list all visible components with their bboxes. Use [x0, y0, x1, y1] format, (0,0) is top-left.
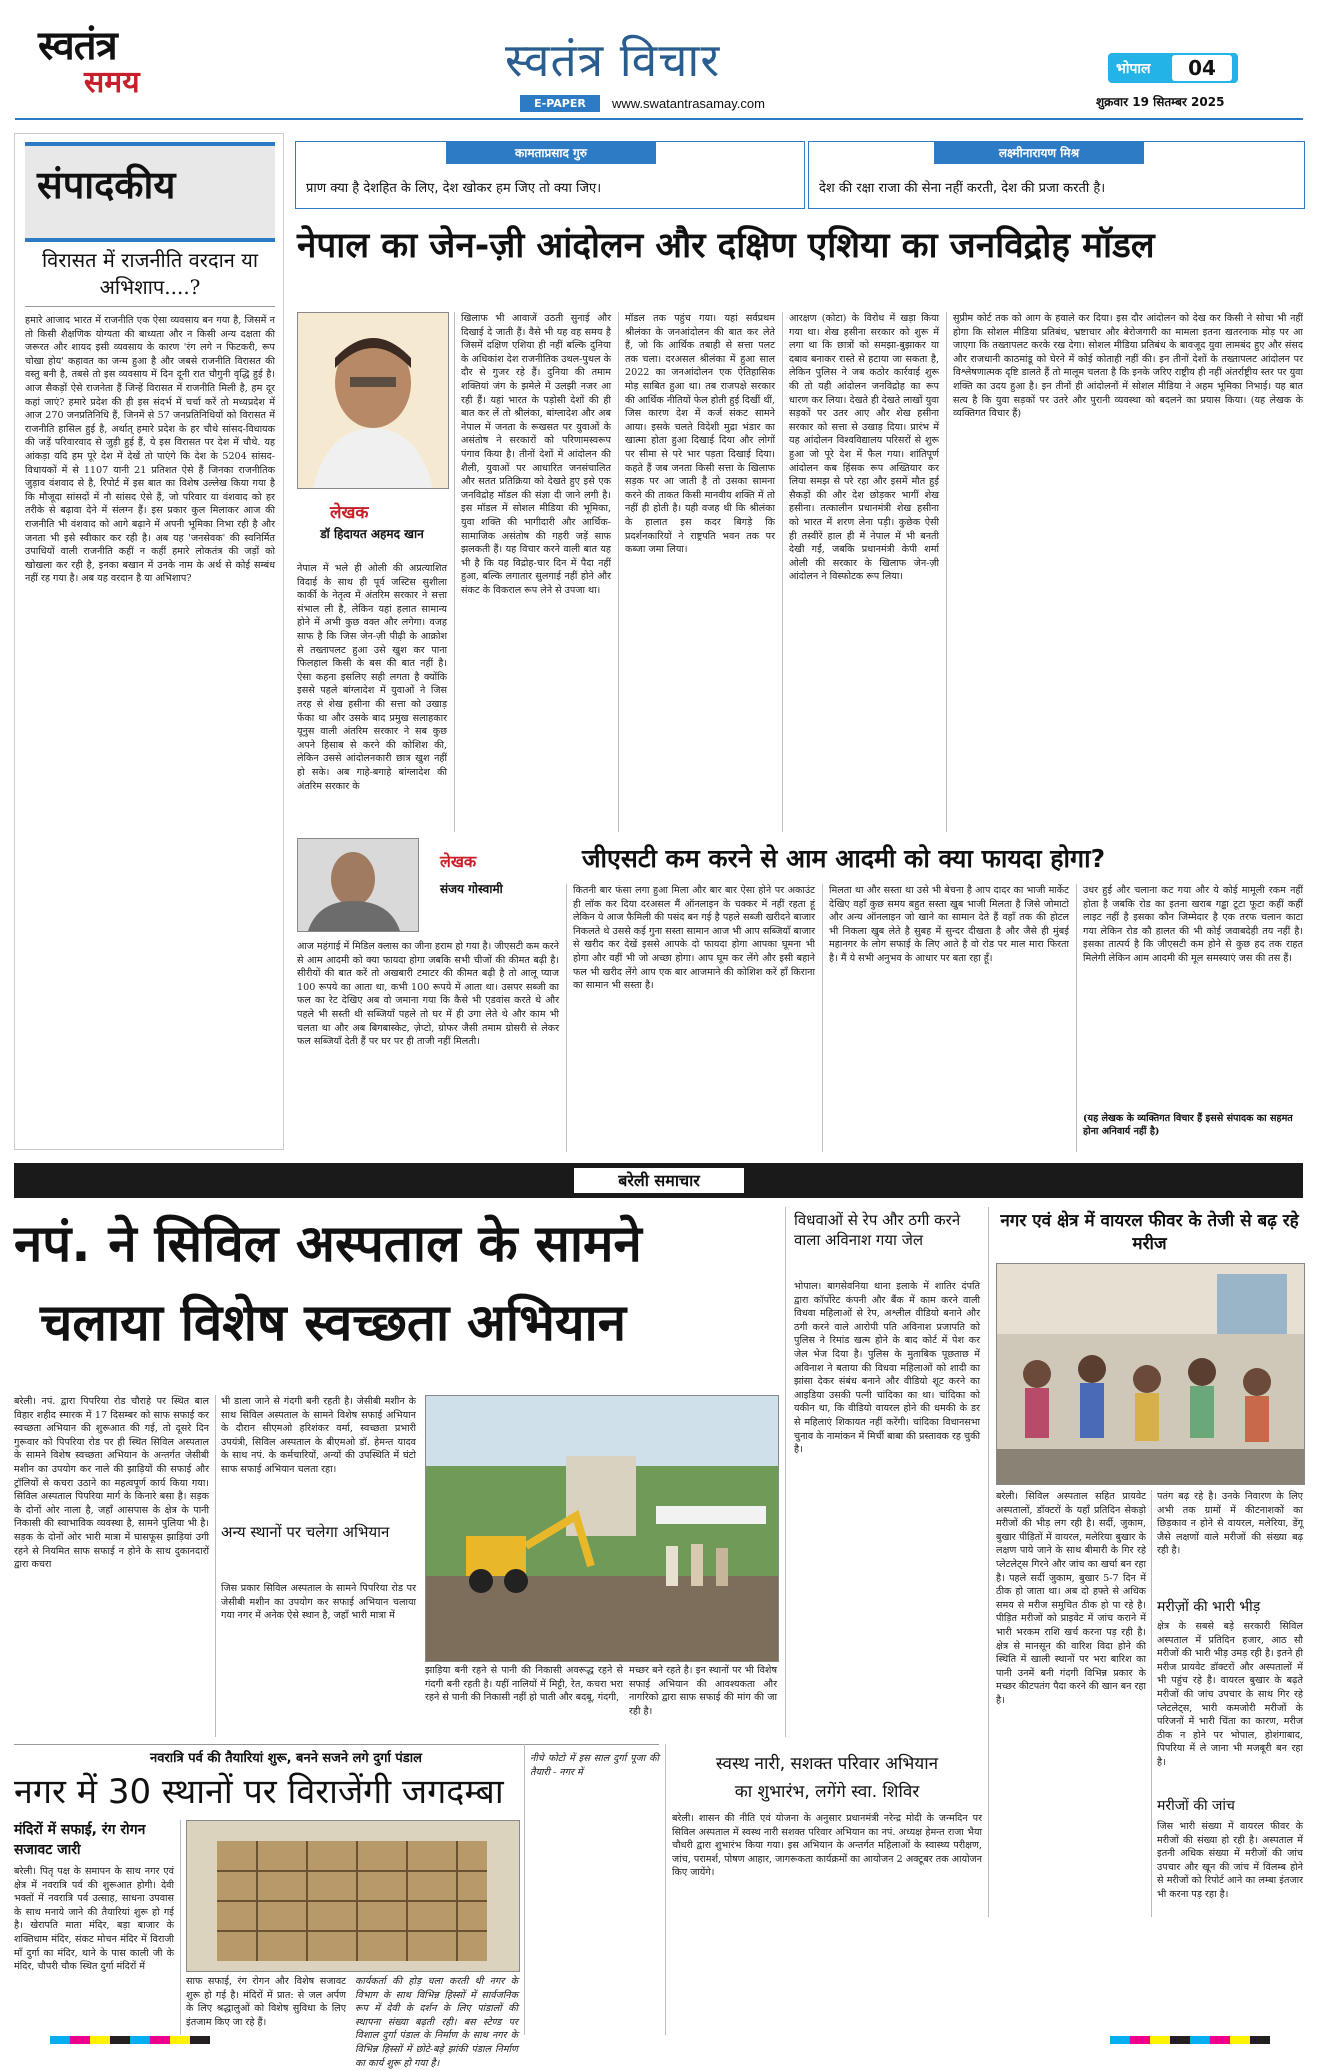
lead-headline: नेपाल का जेन-ज़ी आंदोलन और दक्षिण एशिया का जनविद्रोह मॉडल — [297, 226, 1155, 266]
page-number-box — [1108, 53, 1238, 83]
lead-byline-label: लेखक — [330, 503, 369, 523]
bareilly-banner — [14, 1163, 1303, 1198]
navratri-col-2: साफ सफाई, रंग रोगन और विशेष सजावट शुरू हो गई है। मंदिरों में प्रात: से जल अर्पण के लिए श्रद्धालुओं को विशेष सुविधा के लिए इंतजाम किए जा रहे हैं। — [186, 1976, 346, 2028]
gst-col-2: कितनी बार फंसा लगा हुआ मिला और बार बार ऐसा होने पर अकाउंट ही लॉक कर दिया दरअसल मैं ऑनलाइन के चक्कर में नहीं रहता हूं लेकिन ये आज फैमिली की पसंद बन गई है पहले सब्जी खरीदने बाजार निकलते थे उससे कई गुना सस्ता सामान आज भी आप सब्जियाँ बाजार से खरीद कर देखें इससे आपके दो फायदा होगा आपका घूमना भी होगा और वहीं भी जो अच्छा होगा। आप घूम कर लेंगे और इसी बहाने फल भी खरीद लेंगे आप एक बार आजमाने की कोशिश करें हाँ किराना का सामान भी सस्ता है। — [573, 885, 815, 992]
author-portrait-icon — [298, 313, 448, 488]
fever-col-3: क्षेत्र के सबसे बड़े सरकारी सिविल अस्पताल में प्रतिदिन हजार, आठ सौ मरीजों की भारी भीड़ उमड़ रही है। इतने ही मरीज प्रायवेट डॉक्टरों और अस्पतालों में भी पहुंच रहे है। वायरल बुखार के बढ़ते मरीजों की जांच उपचार के साथ गिर रहे प्लेटलेट्स, भारी कमजोरी मरीजों के परिजनों में भारी चिंता का कारण, मरीज ठीक न होने पर भोपाल, होशंगाबाद, पिपरिया में ले जाना भी मजबूरी बन रहा है। — [1157, 1621, 1303, 1768]
health-headline-2: का शुभारंभ, लगेंगे स्वा. शिविर — [734, 1782, 920, 1802]
pandal-photo — [186, 1820, 520, 1972]
bareilly-main-headline-2: चलाया विशेष स्वच्छता अभियान — [40, 1294, 627, 1353]
quote-text-2: देश की रक्षा राजा की सेना नहीं करती, देश की प्रजा करती है। — [819, 181, 1106, 196]
lead-col-5: सुप्रीम कोर्ट तक को आग के हवाले कर दिया। इस दौर आंदोलन को देख कर किसी ने सोचा भी नहीं होगा कि सोशल मीडिया प्रतिबंध, भ्रष्टाचार और बेरोजगारी का मामला इतना खतरनाक मोड़ पर आ जाएगा कि तख्तापलट करके रख देगा। सोशल मीडिया प्रतिबंध के बावजूद युवा लामबंद हुए और संसद और राजधानी काठमांडू को घेरने में कोई कोताही नहीं की। इन तीनों देशों के तख्तापलट आंदोलन पर विश्लेषणात्मक दृष्टि डालते हैं तो मालूम चलता है कि इनके जरिए राष्ट्रीय ही नहीं अंतर्राष्ट्रीय स्तर पर युवा शक्ति का उदय हुआ है। इन तीनों ही आंदोलनों में सोशल मीडिया ने अहम भूमिका निभाई। यह बात सत्य है कि युवा सड़कों पर उतरे और पुरानी व्यवस्था को बदलने का प्रयास किया। (यह लेखक के व्यक्तिगत विचार हैं) — [953, 313, 1303, 420]
lead-col-3: मॉडल तक पहुंच गया। यहां सर्वप्रथम श्रीलंका के जनआंदोलन की बात कर लेते हैं, जो कि आर्थिक तबाही से सत्ता पलट तक चला। दरअसल श्रीलंका में हुआ साल 2022 का जनआंदोलन एक ऐतिहासिक मोड़ साबित हुआ था। तब राजपक्षे सरकार की आर्थिक नीतियों फेल होती हुई दिखीं थीं, जिस कारण देश में कर्ज संकट सामने आया। इसके चलते विदेशी मुद्रा भंडार का खात्मा होता हुआ दिखाई दिया और लोगों पर सीमा से परे भार पड़ता दिखाई दिया। कहते हैं जब जनता किसी सत्ता के खिलाफ सड़क पर आ जाती है तो उसका सामना करने की ताकत किसी मानवीय शक्ति में तो नहीं ही होती है। यही वजह थी कि श्रीलंका के हालात इस कदर बिगड़े कि प्रदर्शनकारियों ने राष्ट्रपति भवन तक पर कब्जा जमा लिया। — [625, 313, 775, 556]
logo — [38, 24, 178, 100]
gst-byline-label: लेखक — [440, 852, 477, 871]
navratri-col-divider-2 — [524, 1744, 525, 2035]
editorial-body: हमारे आजाद भारत में राजनीति एक ऐसा व्यवसाय बन गया है, जिसमें न तो किसी शैक्षणिक योग्यता की बाध्यता और न किसी अन्य दक्षता की जरूरत और शायद इसी व्यवसाय के कारण 'रंग लगे न फिटकरी, रूप चोखा होय' कहावत का जन्म हुआ है और जबसे राजनीति विरासत की वस्तु बनी है, तबसे तो इस व्यवसाय में दिन दूनी रात चौगुनी वृद्धि हुई है। आज सैकड़ों ऐसे राजनेता हैं जिन्हें विरासत में राजनीति मिली है, हम दूर कहां जाएं? हमारे प्रदेश की ही इस संदर्भ में चर्चा करें तो मध्यप्रदेश में आज 270 जनप्रतिनिधि हैं, जिनमें से 57 जनप्रतिनिधियों को विरासत में राजनीति हासिल हुई है, अर्थात् हमारे प्रदेश के हर चौथे सांसद-विधायक की जड़ें परिवारवाद से जुड़ी हुई हैं, ये इस विरासत पर देश में चौथे. यह आंकड़ा यदि हम पूरे देश में देखें तो पाएंगे कि देश के 5204 सांसद-विधायकों में से 1107 यानी 21 प्रतिशत ऐसे हैं जिनका राजनीतिक जुड़ाव वंशवाद से है, रिपोर्ट में इस बात का विशेष उल्लेख किया गया है कि मौजूदा सांसदों में नौ सांसद ऐसे हैं, जो परिवार या वंशवाद को हर तरीके से बढ़ावा देने में संलग्न हैं। इस प्रकार कुल मिलाकर आज की राजनीति भी वंशवाद को आगे बढ़ाने में अपनी भूमिका निभा रही है और जनता भी इसे स्वीकार कर रही है। अब यह 'जनसेवक' की स्वनिर्मित उपाधियों वाली राजनीति कहीं न कहीं हमारे लोकतंत्र की जड़ों को खोखला कर रही है, इनका बखान में उनके नाम के अर्थ से कोई सम्बंध नहीं रह गया है। अब यह वरदान है या अभिशाप? — [25, 315, 275, 585]
gst-col-3: मिलता था और सस्ता था उसे भी बेचना है आप दादर का भाजी मार्केट देखिए वहाँ कुछ समय बहुत सस्ता खुब भाजी मिलता है जिसे जोमाटो और अन्य ऑनलाइन जो खाने का सामान देते हैं वहाँ तक की होटल भी निकला खुब लेते है सुबह में सुन्दर दीखता है और जैसे ही मुंबई महानगर के लोग सफाई के लिए आते है वो रोड पर माल मारा फिरता है। मैं ये सभी अनुभव के आधार पर बता रहा हूँ। — [829, 885, 1069, 964]
cleanup-photo-caption-left: झाड़िया बनी रहने से पानी की निकासी अवरूद्ध रहने से गंदगी बनी रहती है। यहीं नालियों में मिट्टी, रेत, कचरा भरा रहने से पानी की निकासी नहीं हो पाती और बदबू, गंदगी, — [425, 1665, 623, 1704]
navratri-photo-caption: नीचे फोटो में इस साल दुर्गा पूजा की तैयारी - नगर में — [530, 1753, 659, 1778]
fever-subhead-tests: मरीजों की जांच — [1157, 1798, 1235, 1814]
logo-line2: समय — [84, 65, 140, 100]
author-portrait-icon — [298, 839, 418, 931]
lead-col-1: नेपाल में भले ही ओली की अप्रत्याशित विदाई के साथ ही पूर्व जस्टिस सुशीला कार्की के नेतृत्व में अंतरिम सरकार ने सत्ता संभाल ली है, लेकिन यहां हलात सामान्य होने में अभी कुछ वक्त और लगेगा। वजह साफ है कि जिस जेन-ज़ी पीढ़ी के आक्रोश से तख्तापलट हुआ उसे खुश कर पाना फिलहाल किसी के बस की बात नहीं है। ऐसा कहना इसलिए सही लगता है क्योंकि इससे पहले बांग्लादेश में युवाओं ने जिस तरह से शेख हसीना की सत्ता को उखाड़ फेंका था और उसके बाद प्रमुख सलाहकार यूनुस वाली अंतरिम सरकार ने सब कुछ अपने हिसाब से करने की कोशिश की, लेकिन उससे आंदोलनकारी छात्र खुश नहीं हो सके। अब गाहे-बगाहे बांग्लादेश की अंतरिम सरकार के — [297, 563, 447, 792]
gst-col-divider-2 — [822, 884, 823, 1152]
navratri-headline: नगर में 30 स्थानों पर विराजेंगी जगदम्बा — [14, 1772, 504, 1812]
navratri-col-divider-1 — [180, 1820, 181, 2035]
author-photo-sanjay — [297, 838, 419, 932]
hospital-crowd-image — [997, 1264, 1304, 1484]
bareilly-main-headline-1: नपं. ने सिविल अस्पताल के सामने — [14, 1215, 642, 1274]
gst-col-4: उधर हुई और चलाना कट गया और ये कोई मामूली रकम नहीं होता है जबकि रोड का इतना खराब गड्ढा टूटा फूटा कहीं कहीं लाइट नहीं है इसका कौन जिम्मेदार है एक तरफ चलान काटा गया लेकिन रोड कौ हालत की भी कोई जवाबदेही तय नहीं है। इसका तात्पर्य है कि जीएसटी कम होने से कुछ हद तक राहत मिलेगी लेकिन आम आदमी की मूल समस्याएं जस की तस हैं। — [1083, 885, 1303, 964]
navratri-subhead: मंदिरों में सफाई, रंग रोगन सजावट जारी — [14, 1822, 146, 1858]
gst-col-divider-3 — [1076, 884, 1077, 1152]
editorial-title-rule — [25, 306, 275, 307]
pandal-construction-image — [187, 1821, 519, 1971]
logo-line1: स्वतंत्र — [38, 22, 117, 69]
page-number: 04 — [1172, 55, 1232, 81]
bareilly-main-col-1: बरेली। नपं. द्वारा पिपरिया रोड चौराहे पर स्थित बाल विहार शहीद स्मारक में 17 दिसम्बर को साफ सफाई कर स्वच्छता अभियान की शुरूआत की गई, तो दूसरे दिन गुरूवार को पिपरिया रोड पर ही स्थित सिविल अस्पताल के सामने विशेष स्वच्छता अभियान के अन्तर्गत जेसीबी मशीन का उपयोग कर नाले की झाड़ियों की सफाई और ट्रॉलियों से कचरा उठाने का महत्वपूर्ण कार्य किया गया। सिविल अस्पताल पिपरिया मार्ग के किनारे बसा है। सड़क के दोनों ओर नाला है, जहाँ आसपास के क्षेत्र के पानी निकासी की स्वाभाविक व्यवस्था है, सामने पुलिया भी है। सड़क के दोनों ओर भारी मात्रा में घासफूस झाड़ियां उगी रहने से नियमित साफ सफाई न होने के साथ दुकानदारों द्वारा कचरा — [14, 1396, 209, 1571]
gst-headline: जीएसटी कम करने से आम आदमी को क्या फायदा होगा? — [582, 844, 1106, 873]
widow-headline: विधवाओं से रेप और ठगी करने वाला अविनाश गया जेल — [794, 1211, 961, 1249]
navratri-col-1: बरेली। पितृ पक्ष के समापन के साथ नगर एवं क्षेत्र में नवरात्रि पर्व की शुरूआत होगी। देवी भक्तों में नवरात्रि पर्व उत्साह, साधना उपवास के साथ मनाये जाने की तैयारियां शुरू हो गई है। खेरापति माता मंदिर, बड़ा बाजार के शक्तिधाम मंदिर, संकट मोचन मंदिर में विराजी माँ दुर्गा का मंदिर, थाने के पास काली जी के मंदिर, चौपरी चौक स्थित दुर्गा मंदिरों में — [14, 1866, 174, 1973]
masthead-divider — [15, 118, 1303, 120]
lead-col-divider-1 — [454, 312, 455, 832]
lead-col-4: आरक्षण (कोटा) के विरोध में खड़ा किया गया था। शेख हसीना सरकार को शुरू में लगा था कि छात्रों को समझा-बुझाकर या दबाव बनाकर रास्ते से हटाया जा सकता है, लेकिन पुलिस ने जब कठोर कार्रवाई शुरू की तो यही आंदोलन जनविद्रोह का रूप धारण कर लिया। देखते ही देखते लाखों युवा सड़कों पर उतर आए और शेख हसीना सरकार को सत्ता से उखाड़ दिया। प्रारंभ में यह आंदोलन विश्वविद्यालय परिसरों से शुरू हुआ जो पूरे देश में फैल गया। शांतिपूर्ण आंदोलन कब हिंसक रूप अख्तियार कर लिया समझ से परे रहा और इसमें मौत हुई सैकड़ों की और देश छोड़कर भागीं शेख हसीना। तत्कालीन प्रधानमंत्री शेख हसीना को भारत में शरण लेना पड़ी। कुछेक ऐसी ही तस्वीरें हाल ही में नेपाल में भी बनती देखी गईं, जबकि प्रधानमंत्री केपी शर्मा ओली की सरकार के खिलाफ जेन-ज़ी आंदोलन ने विस्फोटक रूप लिया। — [789, 313, 939, 583]
lead-author-name: डॉ हिदायत अहमद खान — [320, 527, 424, 541]
lead-col-divider-2 — [618, 312, 619, 832]
city-label: भोपाल — [1116, 61, 1151, 77]
lead-col-2: खिलाफ भी आवाजें उठती सुनाई और दिखाई दे जाती हैं। वैसे भी यह वह समय है जिसमें दक्षिण एशिया ही नहीं बल्कि दुनिया के अधिकांश देश राजनीतिक उथल-पुथल के दौर से गुजर रहे हैं। दुनिया की तमाम शक्तियां जंग के झमेले में उलझी नजर आ रही हैं। यहां भारत के पड़ोसी देशों की ही बात कर लें तो श्रीलंका, बांग्लादेश और अब नेपाल में जनता के रूखसत पर युवाओं के असंतोष ने सरकारों को परिणामस्वरूप पंगाव किया है। तीनों देशों में आंदोलन की शैली, युवाओं पर आधारित जनसंचालित और सतत प्रतिक्रिया को देखते हुए इसे एक जनविद्रोह मॉडल की संज्ञा दी जाने लगी है। इस मॉडल में सोशल मीडिया की भूमिका, युवा शक्ति की भागीदारी और आर्थिक-सामाजिक असंतोष की गहरी जड़ें साफ झलकती हैं। यह विचार करने वाली बात यह भी है कि यह विद्रोह-चार दिन में पैदा नहीं हुआ, बल्कि लगातार सुलगाई नहीं होने और संकट के विकराल रूप लेने से उपजा था। — [461, 313, 611, 596]
website-link[interactable]: www.swatantrasamay.com — [612, 96, 765, 111]
gst-col-divider-1 — [566, 884, 567, 1152]
quote-box-1 — [295, 141, 805, 209]
fever-col-divider — [1151, 1490, 1152, 1917]
lead-col-divider-4 — [946, 312, 947, 832]
color-strip-left — [50, 2036, 210, 2044]
issue-date: शुक्रवार 19 सितम्बर 2025 — [1096, 95, 1225, 109]
quote-author-2: लक्ष्मीनारायण मिश्र — [934, 142, 1144, 164]
health-body: बरेली। शासन की नीति एवं योजना के अनुसार प्रधानमंत्री नरेन्द्र मोदी के जन्मदिन पर सिविल अस्पताल में स्वस्थ नारी सशक्त परिवार अभियान का नपं. अध्यक्ष हेमन्त राजा भैया चौधरी द्वारा शुभारंभ किया गया। इस अभियान के अन्तर्गत महिलाओं के स्वास्थ्य परीक्षण, जांच, परामर्श, पोषण आहार, जागरूकता कार्यक्रमों का आयोजन 2 अक्टूबर तक आयोजन किए जायेंगे। — [672, 1813, 982, 1879]
author-photo-hidayat — [297, 312, 449, 489]
navratri-kicker: नवरात्रि पर्व की तैयारियां शुरू, बनने सजने लगे दुर्गा पंडाल — [150, 1751, 422, 1766]
color-strip-right — [1110, 2036, 1270, 2044]
cleanup-photo — [425, 1395, 779, 1662]
widow-body: भोपाल। बागसेवनिया थाना इलाके में शातिर दंपति द्वारा कॉर्पोरेट कंपनी और बैंक में काम करने वाली विधवा महिलाओं से रेप, अश्लील वीडियो बनाने और ठगी करने वाले आरोपी पति अविनाश प्रजापति को पुलिस ने रिमांड खत्म होने के बाद कोर्ट में पेश कर जेल भेज दिया है। पुलिस के मुताबिक पूछताछ में अविनाश ने बताया की विधवा महिलाओं को शादी का झांसा देकर संबंध बनाने और वीडियो शूट करने का आइडिया उसकी पत्नी चांदिका का था। चांदिका को यकीन था, कि वीडियो वायरल होने की धमकी के डर से महिलाएं शिकायत नहीं करेंगी। चांदिका विधानसभा चुनाव के नामांकन में मिर्ची बाबा की प्रस्तावक रह चुकी है। — [794, 1281, 980, 1456]
cleanup-photo-caption-right: मच्छर बने रहते है। इन स्थानों पर भी विशेष सफाई अभियान की आवश्यकता और नागरिको द्वारा साफ सफाई की मांग की जा रही है। — [629, 1665, 777, 1717]
fever-col-4: जिस भारी संख्या में वायरल फीवर के मरीजों की संख्या हो रही है। अस्पताल में इतनी अधिक संख्या में मरीजों की जांच उपचार और खून की जांच में विलम्ब होने से मरीजों को रिपोर्ट आने का लम्बा इंतजार भी करना पड़ रहा है। — [1157, 1821, 1303, 1900]
fever-subhead-crowd: मरीज़ों की भारी भीड़ — [1157, 1599, 1261, 1615]
fever-col-2: पतंग बढ़ रहे है। उनके निवारण के लिए अभी तक ग्रामों में कीटनाशकों का छिड़काव न होने से वायरल, मलेरिया, डेंगू जैसे लक्षणों वाले मरीजों की संख्या बढ़ रही है। — [1157, 1491, 1303, 1557]
editorial-title: विरासत में राजनीति वरदान या अभिशाप....? — [41, 248, 258, 299]
section-title: स्वतंत्र विचार — [505, 33, 721, 87]
quote-author-1: कामताप्रसाद गुरु — [446, 142, 656, 164]
bareilly-main-divider-1 — [215, 1395, 216, 1737]
jcb-cleanup-image — [426, 1396, 778, 1661]
gst-col-1: आज महंगाई में मिडिल क्लास का जीना हराम हो गया है। जीएसटी कम करने से आम आदमी को क्या फायदा होगा जबकि सभी चीजों की कीमत बढ़ी है। सीरीयों की बात करें तो अखबारी टमाटर की कीमत बढ़ी है तो आलू प्याज 100 रूपये का आता था, कभी 100 रूपये में आता था। उसपर सब्जी का फल का रेट देखिए अब वो जमाना गया कि कैसे भी एडवांस करते थे और पहले भी सस्ती थी सब्जियाँ पहले तो घर में ही उगा लेते थे और काम भी चलता था और अब बिगबास्केट, ज़ेप्टो, ग्रोफर जैसी तमाम ग्रोसरी से लेकर फल सब्जियाँ देती हैं पर घर पर ही ताजी नहीं मिलती। — [297, 941, 559, 1048]
editorial-box — [14, 133, 284, 1150]
bareilly-main-col-2b: जिस प्रकार सिविल अस्पताल के सामने पिपरिया रोड पर जेसीबी मशीन का उपयोग कर सफाई अभियान चलाया गया नगर में अनेक ऐसे स्थान है, जहाँ भारी मात्रा में — [221, 1583, 416, 1622]
widow-story-divider — [785, 1207, 786, 1737]
epaper-badge: E-PAPER — [520, 95, 600, 112]
bareilly-banner-label: बरेली समाचार — [574, 1168, 744, 1193]
fever-story-divider — [988, 1207, 989, 1917]
gst-disclaimer: (यह लेखक के व्यक्तिगत विचार हैं इससे संपादक का सहमत होना अनिवार्य नहीं है) — [1083, 1113, 1293, 1137]
editorial-section-head — [25, 142, 275, 242]
health-story-divider — [665, 1744, 666, 2035]
lead-col-divider-3 — [782, 312, 783, 832]
navratri-top-rule — [14, 1744, 659, 1745]
fever-headline: नगर एवं क्षेत्र में वायरल फीवर के तेजी से बढ़ रहे मरीज — [1000, 1211, 1299, 1254]
quote-box-2 — [808, 141, 1305, 209]
bareilly-main-col-2: भी डाला जाने से गंदगी बनी रहती है। जेसीबी मशीन के साथ सिविल अस्पताल के सामने विशेष सफाई अभियान के दौरान सीएमओ हरिशंकर वर्मा, स्वच्छता प्रभारी उपयंत्री, सिविल अस्पताल के बीएमओ डॉ. हेमन्त यादव के साथ नपं. के कर्मचारियों, अन्यों की उपस्थिति में घंटो साफ सफाई अभियान चलता रहा। — [221, 1396, 416, 1475]
navratri-col-3: कार्यकर्ता की होड़ चला करती थी नगर के विभाग के साथ विभिन्न हिस्सों में सार्वजनिक रूप में देवी के दर्शन के लिए पांडालों की स्थापना संख्या बढ़ती रही। बस स्टेण्ड पर विशाल दुर्गा पंडाल के निर्माण के साथ नगर के विभिन्न हिस्सों में छोटे-बड़े झांकी पंडाल निर्माण का कार्य शुरू हो गया है। — [355, 1976, 518, 2069]
quote-text-1: प्राण क्या है देशहित के लिए, देश खोकर हम जिए तो क्या जिए। — [306, 181, 602, 196]
gst-author-name: संजय गोस्वामी — [440, 882, 503, 896]
editorial-section-label: संपादकीय — [37, 162, 176, 207]
bareilly-subhead-places: अन्य स्थानों पर चलेगा अभियान — [221, 1523, 390, 1541]
hospital-crowd-photo — [996, 1263, 1305, 1485]
health-headline-1: स्वस्थ नारी, सशक्त परिवार अभियान — [715, 1754, 939, 1774]
fever-col-1: बरेली। सिविल अस्पताल सहित प्रायवेट अस्पतालों, डॉक्टरों के यहाँ प्रतिदिन सेकड़ो मरीजों की भीड़ लग रही है। सर्दी, जुकाम, बुखार पीड़ितों में वायरल, मलेरिया बुखार के लक्षण पाये जाने के साथ बीमारी के गिर रहे प्लेटलेट्स गिरने और जांच का खर्चा बन रहा है। पहले सर्दी जुकाम, बुखार 5-7 दिन में ठीक हो जाता था। अब दो हफ्ते से अधिक समय से मरीज समुचित ठीक हो पा रहे है। पीड़ित मरीजों को प्राइवेट में जांच कराने में भारी भरकम राशि खर्च करना पड़ रही है। क्षेत्र से मानसून की वारिश विदा होने की स्थिति में खाली स्थानों पर भरा बारिश का पानी उनमें बनी गंदगी विभिन्न प्रकार के मच्छर कीटपतंग पैदा करने की खान बन रहा है। — [996, 1491, 1146, 1706]
